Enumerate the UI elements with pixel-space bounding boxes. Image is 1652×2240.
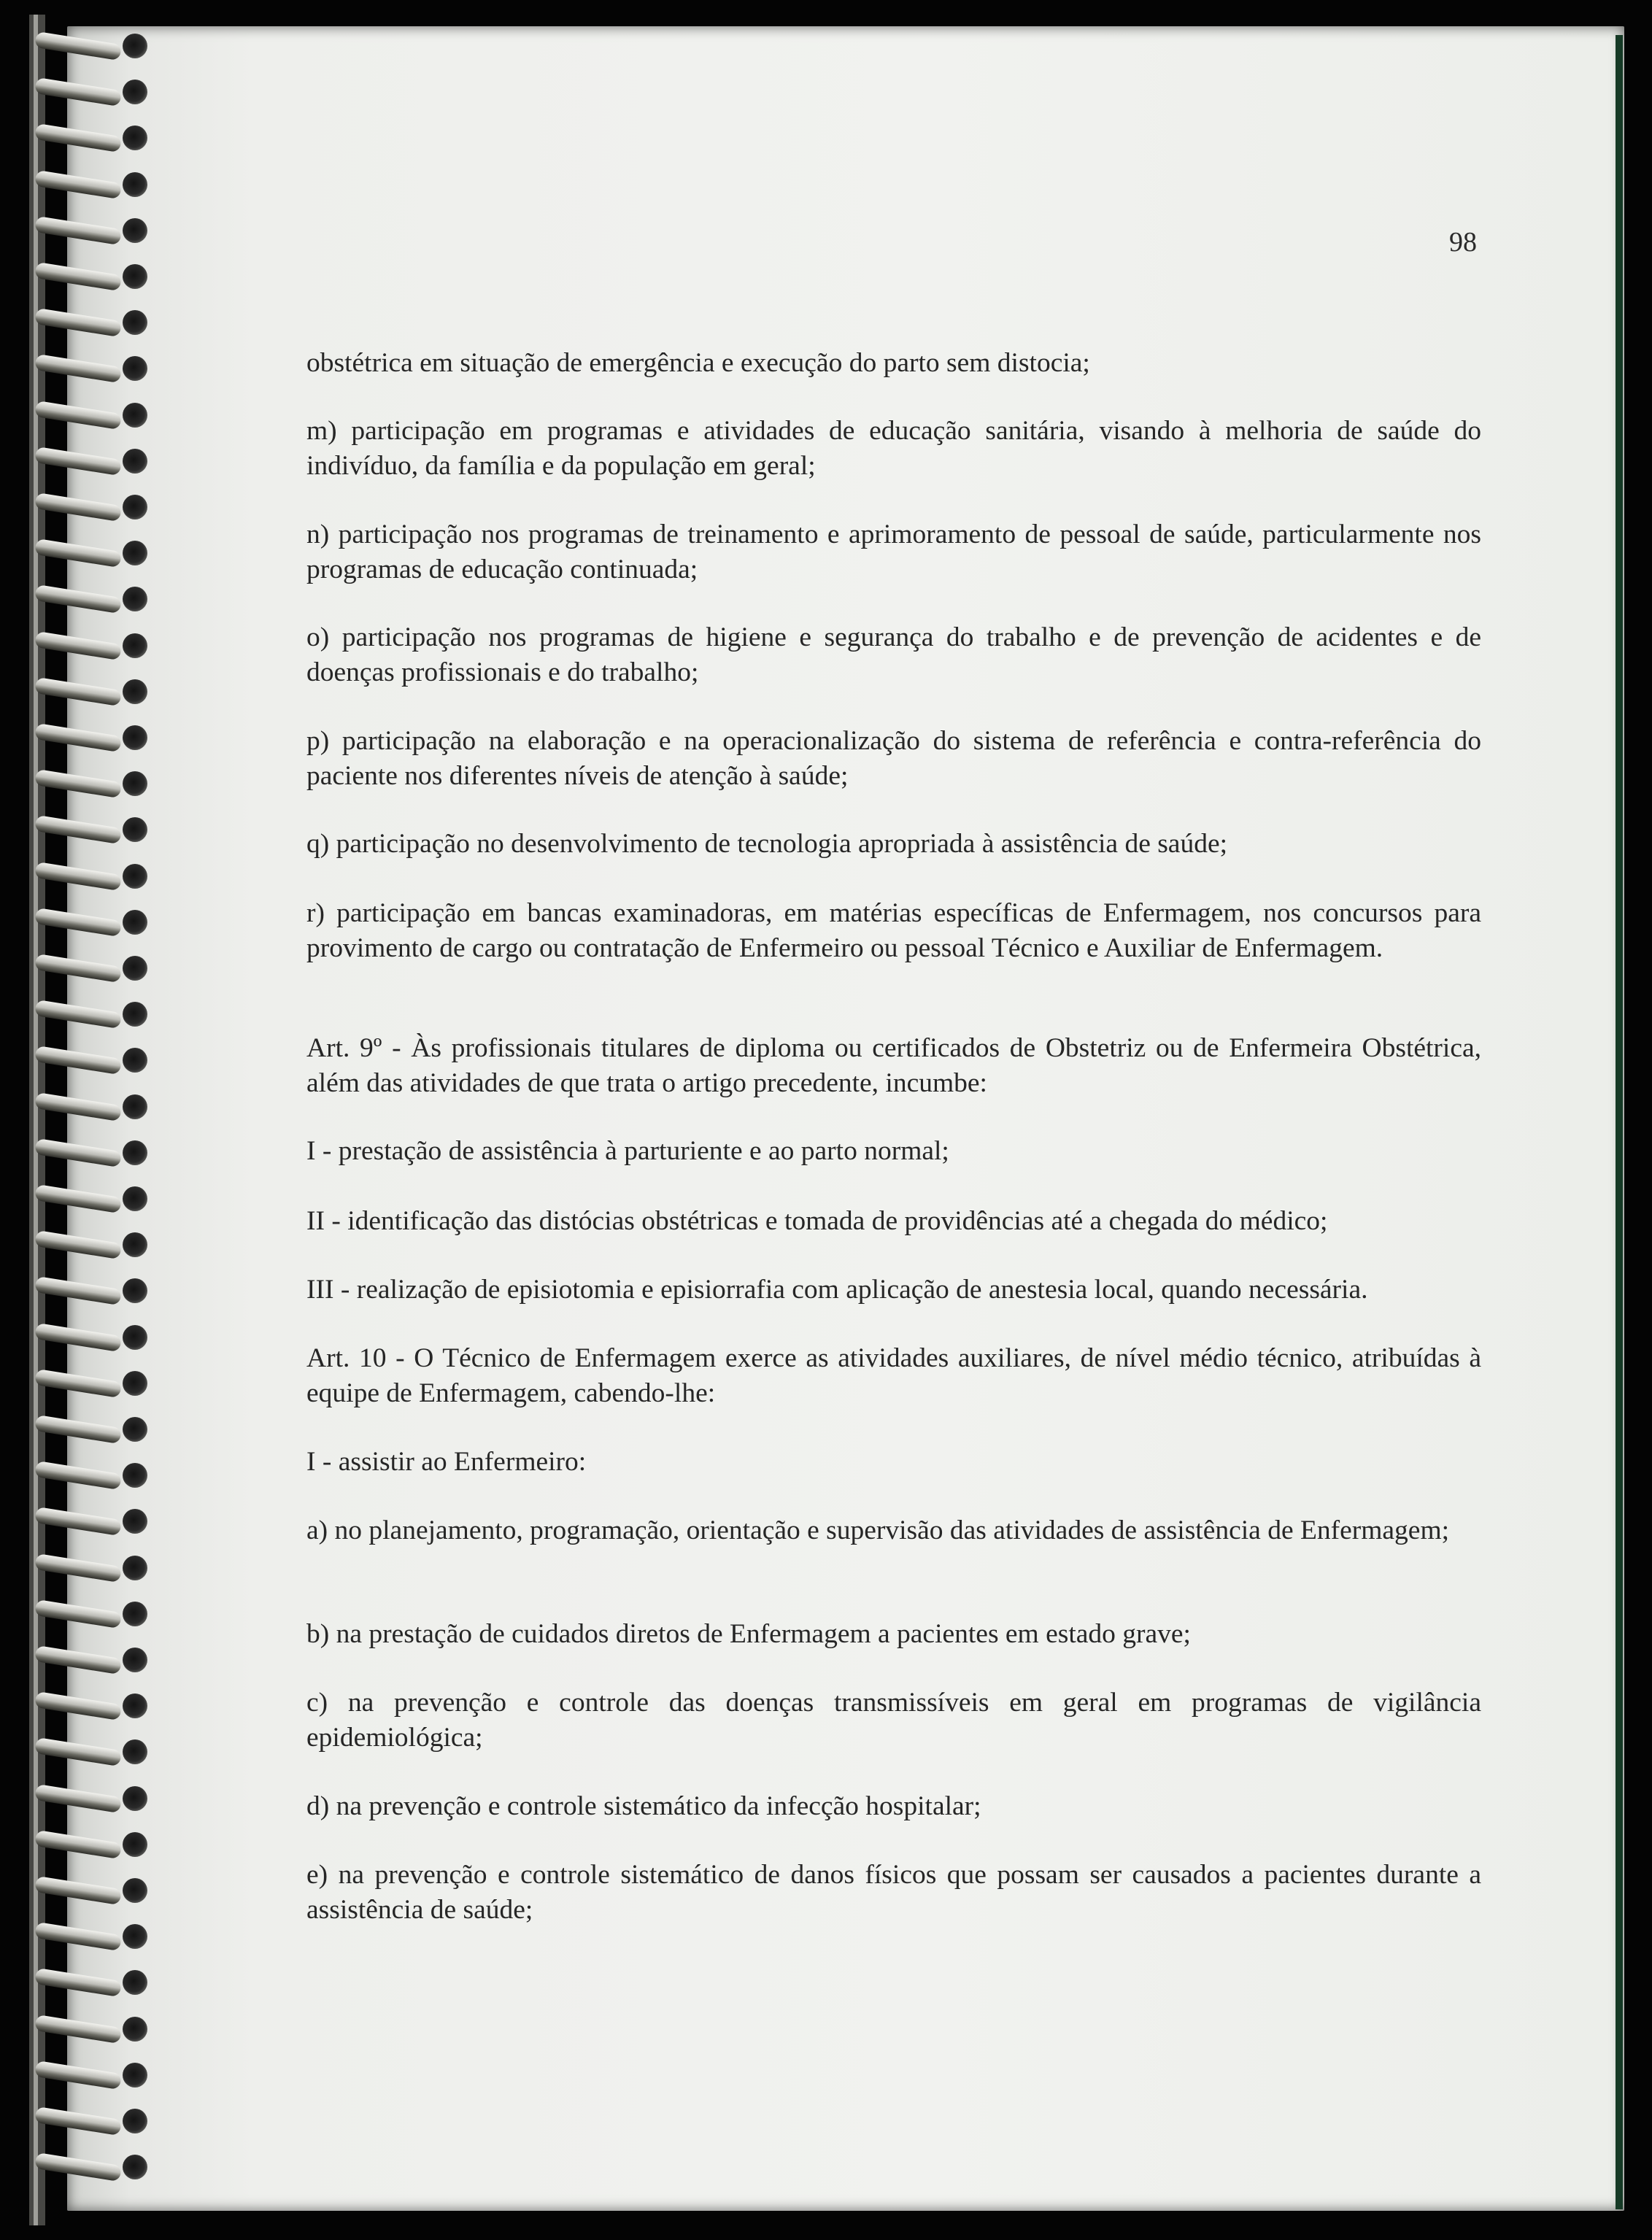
binding-hole [123, 1140, 147, 1165]
coil-wire [34, 1922, 122, 1951]
binding-hole [123, 1693, 147, 1718]
coil-wire [34, 1092, 122, 1121]
paragraph-item-o: o) participação nos programas de higiene e segurança do trabalho e de prevenção de acidentes e de doenças profissionais e do trabalho; [306, 622, 1481, 687]
coil-wire [34, 216, 122, 245]
spiral-coil [29, 719, 139, 757]
spiral-coil [29, 397, 139, 435]
paragraph-item-p: p) participação na elaboração e na operacionalização do sistema de referência e contra-referência do paciente nos diferentes níveis de atenção à saúde; [306, 726, 1481, 791]
spiral-coil [29, 1227, 139, 1264]
page-number: 98 [1449, 227, 1477, 258]
coil-wire [34, 77, 122, 107]
coil-wire [34, 1461, 122, 1490]
coil-wire [34, 769, 122, 798]
binding-hole [123, 34, 147, 58]
coil-wire [34, 447, 122, 476]
spiral-coil [29, 1089, 139, 1127]
coil-wire [34, 1599, 122, 1629]
spiral-coil [29, 1964, 139, 2002]
coil-wire [34, 1000, 122, 1029]
coil-wire [34, 1184, 122, 1213]
spiral-coil [29, 811, 139, 849]
coil-wire [34, 1046, 122, 1075]
spiral-coil [29, 1411, 139, 1449]
coil-wire [34, 1645, 122, 1675]
binding-hole [123, 1325, 147, 1350]
spiral-coil [29, 350, 139, 388]
spiral-coil [29, 904, 139, 942]
spiral-coil [29, 1181, 139, 1219]
coil-wire [34, 584, 122, 614]
spiral-coil [29, 1596, 139, 1634]
coil-wire [34, 861, 122, 890]
binding-hole [123, 449, 147, 474]
spiral-coil [29, 2011, 139, 2049]
binding-hole [123, 910, 147, 935]
paragraph-art-10-a: a) no planejamento, programação, orientação e supervisão das atividades de assistência de Enfermagem; [306, 1515, 1450, 1545]
coil-wire [34, 31, 122, 61]
coil-wire [34, 2152, 122, 2182]
spiral-coil [29, 1642, 139, 1680]
spiral-coil [29, 1319, 139, 1357]
coil-wire [34, 2106, 122, 2136]
coil-wire [34, 400, 122, 429]
spiral-coil [29, 673, 139, 711]
binding-hole [123, 1832, 147, 1857]
spiral-coil [29, 581, 139, 619]
spiral-coil [29, 28, 139, 66]
binding-hole [123, 725, 147, 750]
spiral-coil [29, 1734, 139, 1772]
paragraph-art-10-c: c) na prevenção e controle das doenças transmissíveis em geral em programas de vigilância epidemiológica; [306, 1688, 1481, 1753]
binding-hole [123, 2155, 147, 2179]
spiral-coil [29, 74, 139, 112]
coil-wire [34, 1691, 122, 1720]
coil-wire [34, 815, 122, 844]
coil-wire [34, 1553, 122, 1582]
binding-hole [123, 1556, 147, 1580]
coil-wire [34, 1876, 122, 1905]
paragraph-obstetrica: obstétrica em situação de emergência e execução do parto sem distocia; [306, 348, 1090, 378]
coil-wire [34, 1276, 122, 1305]
coil-wire [34, 2014, 122, 2043]
binding-hole [123, 1924, 147, 1949]
binding-hole [123, 218, 147, 243]
spiral-coil [29, 489, 139, 527]
coil-wire [34, 723, 122, 752]
binding-hole [123, 633, 147, 658]
binding-hole [123, 403, 147, 428]
coil-wire [34, 1230, 122, 1259]
binding-hole [123, 310, 147, 335]
spiral-coil [29, 2057, 139, 2095]
binding-hole [123, 1417, 147, 1442]
paragraph-art-9-iii: III - realização de episiotomia e episiorrafia com aplicação de anestesia local, quando necessária. [306, 1275, 1368, 1305]
spiral-coil [29, 120, 139, 158]
spiral-coil [29, 1365, 139, 1403]
binding-hole [123, 2109, 147, 2133]
spiral-coil [29, 765, 139, 803]
binding-hole [123, 80, 147, 104]
spiral-coil [29, 1272, 139, 1310]
binding-hole [123, 1186, 147, 1211]
binding-hole [123, 679, 147, 704]
spiral-coil [29, 1780, 139, 1818]
paragraph-art-10-i: I - assistir ao Enfermeiro: [306, 1447, 587, 1477]
spiral-coil [29, 443, 139, 481]
coil-wire [34, 169, 122, 198]
coil-wire [34, 493, 122, 522]
paragraph-item-m: m) participação em programas e atividades de educação sanitária, visando à melhoria de saúde do indivíduo, da família e da população em geral; [306, 416, 1481, 481]
coil-wire [34, 538, 122, 568]
coil-wire [34, 1968, 122, 1997]
binding-hole [123, 2063, 147, 2088]
spiral-coil [29, 166, 139, 204]
spiral-coil [29, 1688, 139, 1726]
paragraph-art-10-e: e) na prevenção e controle sistemático de danos físicos que possam ser causados a pacientes durante a assistência de saúde; [306, 1860, 1481, 1925]
binding-hole [123, 1094, 147, 1119]
coil-wire [34, 123, 122, 152]
spiral-coil [29, 212, 139, 250]
spiral-coil [29, 1550, 139, 1588]
binding-hole [123, 1002, 147, 1027]
coil-wire [34, 630, 122, 660]
spiral-coil [29, 1042, 139, 1080]
paragraph-art-10: Art. 10 - O Técnico de Enfermagem exerce as atividades auxiliares, de nível médio técnico, atribuídas à equipe de Enfermagem, cabendo-lhe: [306, 1343, 1481, 1408]
binding-hole [123, 1878, 147, 1903]
spiral-coil [29, 627, 139, 665]
paragraph-item-q: q) participação no desenvolvimento de tecnologia apropriada à assistência de saúde; [306, 829, 1228, 859]
spiral-coil [29, 996, 139, 1034]
spiral-coil [29, 950, 139, 988]
binding-hole [123, 771, 147, 796]
binding-hole [123, 264, 147, 289]
coil-wire [34, 354, 122, 383]
paragraph-art-9-i: I - prestação de assistência à parturiente e ao parto normal; [306, 1136, 949, 1166]
spiral-coil [29, 1503, 139, 1541]
paragraph-item-r: r) participação em bancas examinadoras, em matérias específicas de Enfermagem, nos concursos para provimento de cargo ou contratação de Enfermeiro ou pessoal Técnico e Auxiliar de Enfermagem. [306, 898, 1481, 963]
spiral-binding [29, 22, 139, 2225]
binding-hole [123, 1648, 147, 1672]
coil-wire [34, 908, 122, 937]
binding-hole [123, 1463, 147, 1488]
paragraph-item-n: n) participação nos programas de treinamento e aprimoramento de pessoal de saúde, particularmente nos programas de educação continuada; [306, 520, 1481, 584]
coil-wire [34, 954, 122, 983]
spiral-coil [29, 1826, 139, 1864]
binding-hole [123, 172, 147, 197]
spiral-coil [29, 1135, 139, 1173]
spiral-coil [29, 258, 139, 296]
paragraph-art-10-b: b) na prestação de cuidados diretos de Enfermagem a pacientes em estado grave; [306, 1619, 1191, 1649]
binding-hole [123, 864, 147, 889]
back-cover-edge [1616, 35, 1623, 2209]
spiral-coil [29, 1918, 139, 1956]
binding-hole [123, 956, 147, 981]
paragraph-art-9-ii: II - identificação das distócias obstétricas e tomada de providências até a chegada do médico; [306, 1206, 1328, 1236]
spiral-coil [29, 304, 139, 342]
binding-hole [123, 1232, 147, 1257]
coil-wire [34, 1830, 122, 1859]
spiral-coil [29, 1457, 139, 1495]
coil-wire [34, 1322, 122, 1351]
coil-wire [34, 1737, 122, 1766]
binding-hole [123, 1786, 147, 1811]
binding-hole [123, 541, 147, 565]
binding-hole [123, 1602, 147, 1626]
spiral-coil [29, 2103, 139, 2141]
binding-hole [123, 2017, 147, 2042]
spiral-coil [29, 2149, 139, 2187]
coil-wire [34, 1138, 122, 1167]
coil-wire [34, 2061, 122, 2090]
paragraph-art-10-d: d) na prevenção e controle sistemático da infecção hospitalar; [306, 1791, 981, 1821]
spiral-coil [29, 858, 139, 896]
coil-wire [34, 1415, 122, 1444]
coil-wire [34, 677, 122, 706]
coil-wire [34, 1369, 122, 1398]
coil-wire [34, 1783, 122, 1812]
coil-wire [34, 1507, 122, 1536]
coil-wire [34, 308, 122, 337]
paragraph-art-9: Art. 9º - Às profissionais titulares de diploma ou certificados de Obstetriz ou de Enfermeira Obstétrica, além das atividades de que trata o artigo precedente, incumbe: [306, 1033, 1481, 1098]
spiral-coil [29, 535, 139, 573]
binding-hole [123, 1371, 147, 1396]
binding-hole [123, 495, 147, 520]
spiral-coil [29, 1872, 139, 1910]
coil-wire [34, 262, 122, 291]
